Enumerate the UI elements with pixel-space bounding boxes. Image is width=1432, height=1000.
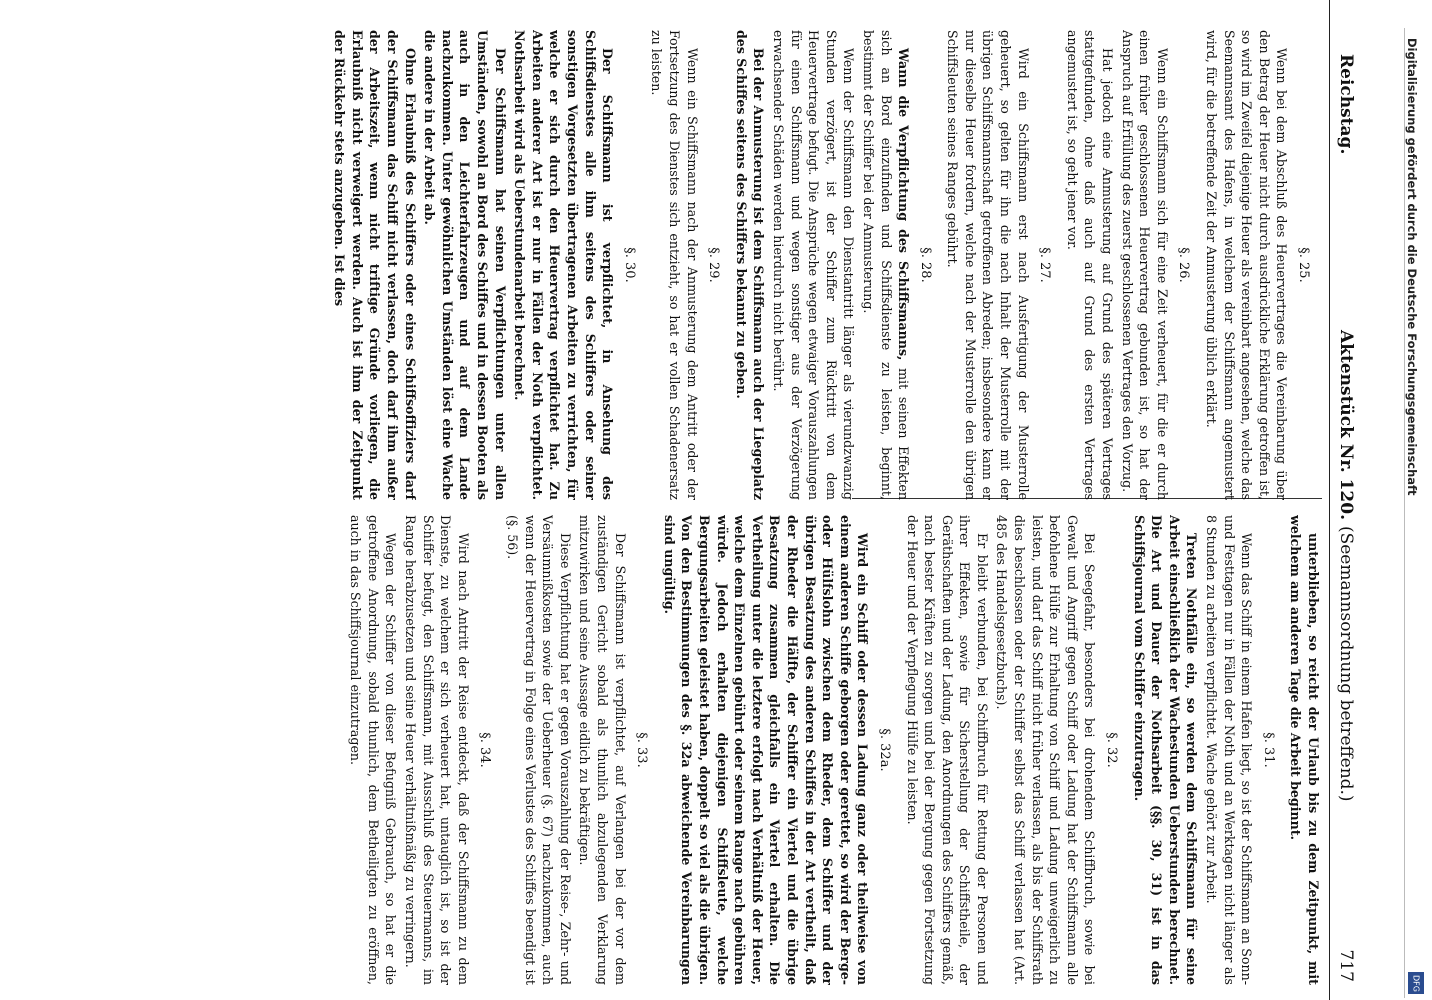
section-heading: §. 34. — [477, 732, 493, 768]
paragraph-text: mit seinen Effekten sich an Bord einzufinden und Schiffsdienste zu leisten, beginnt, bestimmt der Schiffer bei der Anmusterung. — [860, 30, 912, 500]
paragraph — [347, 515, 400, 985]
paragraph — [648, 30, 701, 500]
paragraph-text: Diese Verpflichtung hat er gegen Vorauszahlung der Reise-, Zehr- und Versäumnißkosten sowie der Ueberheuer (§. 67) nachzukommen, auch wenn der Heuervertrag in Folge eines Verlustes des Schiffes beendigt ist (§. 56). — [505, 515, 573, 985]
section-heading: §. 27. — [1037, 247, 1053, 283]
section-heading: §. 31. — [1260, 732, 1276, 768]
paragraph — [1202, 30, 1290, 500]
section-heading: §. 33. — [634, 732, 650, 768]
paragraph — [660, 515, 871, 985]
paragraph-text: Wenn ein Schiffsmann sich für eine Zeit verheuert, für die er durch einen früher geschlossenen Heuervertrag gebunden ist, so hat der Anspruch auf Erfüllung des zuerst geschlossenen Vertrages den Vorzug. — [1119, 30, 1170, 500]
header-left: Reichstag. — [1336, 54, 1356, 155]
funding-note: Digitalisierung gefördert durch die Deutsche Forschungsgemeinschaft — [1405, 38, 1419, 496]
bold-text: Der Schiffsmann ist verpflichtet, in Ansehung des Schiffsdienstes alle ihm seitens des Schiffers oder seiner sonstigen Vorgesetzten übertragenen Arbeiten zu verrichten, für welche er sich durch den Heuervertrag verpflichtet hat. Zu Arbeiten anderer Art ist er nur in Fällen der Noth verpflichtet. Nothsarbeit wird als Ueberstundenarbeit berechnet. — [512, 30, 616, 500]
header-middle: Aktenstück Nr. 120. — [1336, 330, 1356, 521]
paragraph — [859, 30, 912, 500]
page-header — [1329, 0, 1356, 1000]
paragraph-text: Wird nach Antritt der Reise entdeckt, daß der Schiffsmann zu dem Dienste, zu welchem er sich verheuert hat, untauglich ist, so ist der Schiffer befugt, den Schiffsmann, mit Ausschluß des Steuermanns, im Range herabzusetzen und seine Heuer verhältnißmäßig zu verringern. — [403, 515, 471, 985]
bold-text: unterblieben, so reicht der Urlaub bis zu dem Zeitpunkt, mit welchem am anderen Tage die Arbeit beginnt. — [1288, 515, 1321, 985]
paragraph — [1287, 515, 1322, 985]
paragraph-text: Wenn bei dem Abschluß des Heuervertrages die Vereinbarung über den Betrag der Heuer nicht durch ausdrückliche Erklärung getroffen ist, so wird im Zweifel diejenige Heuer als vereinbart angesehen, welche das Seemannsamt des Hafens, in welchem der Schiffsmann angemustert wird, für die betreffende Zeit der Anmusterung üblich erklärt. — [1204, 30, 1290, 500]
paragraph — [402, 515, 472, 985]
page-number: 717 — [1336, 949, 1356, 982]
paragraph-text: Er bleibt verbunden, bei Schiffbruch für Rettung der Personen und ihrer Effekten, sowie für Sicherstellung der Schiffstheile, der Geräthschaften und der Ladung, den Anordnungen des Schiffers gemäß, nach bester Kräften zu sorgen und bei der Bergung gegen Fortsetzung der Heuer und der Verpflegung Hülfe zu leisten. — [904, 515, 990, 985]
section-heading: §. 28. — [917, 247, 933, 283]
paragraph — [1130, 515, 1200, 985]
right-column — [12, 515, 1322, 985]
paragraph — [576, 515, 629, 985]
section-heading: §. 25. — [1296, 247, 1311, 283]
paragraph-text: Bei Seegefahr, besonders bei drohendem Schiffbruch, sowie bei Gewalt und Angriff gegen Schiff oder Ladung hat der Schiffsmann alle befohlene Hülfe zur Erhaltung von Schiff und Ladung unweigerlich zu leisten, und darf das Schiff nicht früher verlassen, als bis der Schiffsrath dies beschlossen oder der Schiffer selbst das Schiff verlassen hat (Art. 485 des Handelsgesetzbuchs). — [994, 515, 1098, 985]
bold-text: Bei der Anmusterung ist dem Schiffsmann auch der Liegeplatz des Schiffes seitens des Schiffers bekannt zu geben. — [733, 30, 767, 500]
paragraph — [331, 30, 419, 500]
paragraph — [769, 30, 857, 500]
paragraph-text: Wenn ein Schiffsmann nach der Anmusterung dem Antritt oder der Fortsetzung des Dienstes sich entzieht, so hat er vollen Schadenersatz zu leisten. — [649, 30, 700, 500]
bold-text: Wann die Verpflichtung des Schiffsmanns, — [896, 48, 912, 361]
paragraph-text: Wegen der Schiffer von dieser Befugniß Gebrauch, so hat er die getroffene Anordnung, sobald thunlich, dem Betheiligten zu eröffnen, auch in das Schiffsjournal einzutragen. — [348, 515, 399, 985]
bold-text: Wird ein Schiff oder dessen Ladung ganz oder theilweise von einem anderen Schiffe geborgen oder gerettet, so wird der Berge- oder Hülfslohn zwischen dem Rheder, dem Schiffer und der übrigen Besatzung des anderen Schiffes in der Art vertheilt, daß der Rheder die Hälfte, der Schiffer ein Viertel und die übrige Besatzung zusammen gleichfalls ein Viertel erhalten. Die Vertheilung unter die letztere erfolgt nach Verhältniß der Heuer, welche dem Einzelnen gebührt oder seinem Range nach gebühren würde. Jedoch erhalten diejenigen Schiffsleute, welche Bergungsarbeiten geleistet haben, doppelt so viel als die übrigen. Von den Bestimmungen des §. 32a abweichende Vereinbarungen sind ungültig. — [661, 515, 871, 985]
paragraph — [503, 515, 573, 985]
paragraph — [732, 30, 767, 500]
paragraph — [1063, 30, 1116, 500]
paragraph-text: Wenn der Schiffsmann den Dienstantritt länger als vierundzwanzig Stunden verzögert, ist der Schiffer zum Rücktritt von dem Heuervertrage befugt. Die Ansprüche wegen etwaiger Vorauszahlungen für einen Schiffsmann und wegen sonstiger aus der Verzögerung erwachsender Schäden werden hierdurch nicht berührt. — [770, 30, 857, 500]
paragraph — [993, 515, 1099, 985]
section-heading: §. 30. — [621, 247, 637, 283]
paragraph — [903, 515, 991, 985]
bold-text: Ohne Erlaubniß des Schiffers oder eines Schiffsoffiziers darf der Schiffsmann das Schiff nicht verlassen, doch darf ihm außer der Arbeitszeit, wenn nicht triftige Gründe vorliegen, die Erlaubniß nicht verweigert werden. Auch ist ihm der Zeitpunkt der Rückkehr stets anzugeben. Ist dies — [332, 30, 418, 500]
paragraph-text: Wird ein Schiffsmann erst nach Ausfertigung der Musterrolle geheuert, so gelten für ihn die nach Inhalt der Musterrolle mit der übrigen Schiffsmannschaft getroffenen Abreden; insbesondere kann er nur dieselbe Heuer fordern, welche nach der Musterrolle den übrigen Schiffsleuten seines Ranges gebührt. — [945, 30, 1031, 500]
dfg-logo: DFG — [1408, 972, 1424, 994]
paragraph — [421, 30, 509, 500]
section-heading: §. 32a. — [876, 728, 892, 772]
section-heading: §. 32. — [1104, 732, 1120, 768]
paragraph-text: Hat jedoch eine Anmusterung auf Grund des späteren Vertrages stattgefunden, ohne daß auch auf Grund des ersten Vertrages angemustert ist, so geht jener vor. — [1064, 30, 1116, 500]
paragraph — [944, 30, 1032, 500]
bold-text: Treten Nothfälle ein, so werden dem Schiffsmann für seine Arbeit einschließlich der Wachestunden Ueberstunden berechnet. Die Art und Dauer der Nothsarbeit (§§. 30, 31) ist in das Schiffsjournal vom Schiffer einzutragen. — [1131, 515, 1200, 985]
bold-text: Der Schiffsmann hat seinen Verpflichtungen unter allen Umständen, sowohl an Bord des Schiffes und in dessen Booten als auch in den Leichterfahrzeugen und auf dem Lande nachzukommen. Unter gewöhnlichen Umständen löst eine Wache die andere in der Arbeit ab. — [422, 30, 508, 500]
paragraph-text: Wenn das Schiff in einem Hafen liegt, so ist der Schiffsmann an Sonn- und Festtagen nur in Fällen der Noth und an Werktagen nicht länger als 8 Stunden zu arbeiten verpflichtet. Wache gehört zur Arbeit. — [1204, 515, 1255, 985]
section-heading: §. 26. — [1176, 247, 1192, 283]
section-heading: §. 29. — [706, 247, 722, 283]
paragraph — [1118, 30, 1171, 500]
paragraph — [511, 30, 617, 500]
left-column — [12, 30, 1322, 500]
digitization-sidebar — [1404, 28, 1427, 998]
paragraph — [1202, 515, 1255, 985]
header-title — [1336, 330, 1356, 802]
header-topic: (Seemannsordnung betreffend.) — [1336, 525, 1356, 802]
paragraph-text: Der Schiffsmann ist verpflichtet, auf Verlangen bei der vor dem zuständigen Gericht sobald als thunlich abzulegenden Verklarung mitzuwirken und seine Aussage eidlich zu bekräftigen. — [577, 515, 628, 985]
